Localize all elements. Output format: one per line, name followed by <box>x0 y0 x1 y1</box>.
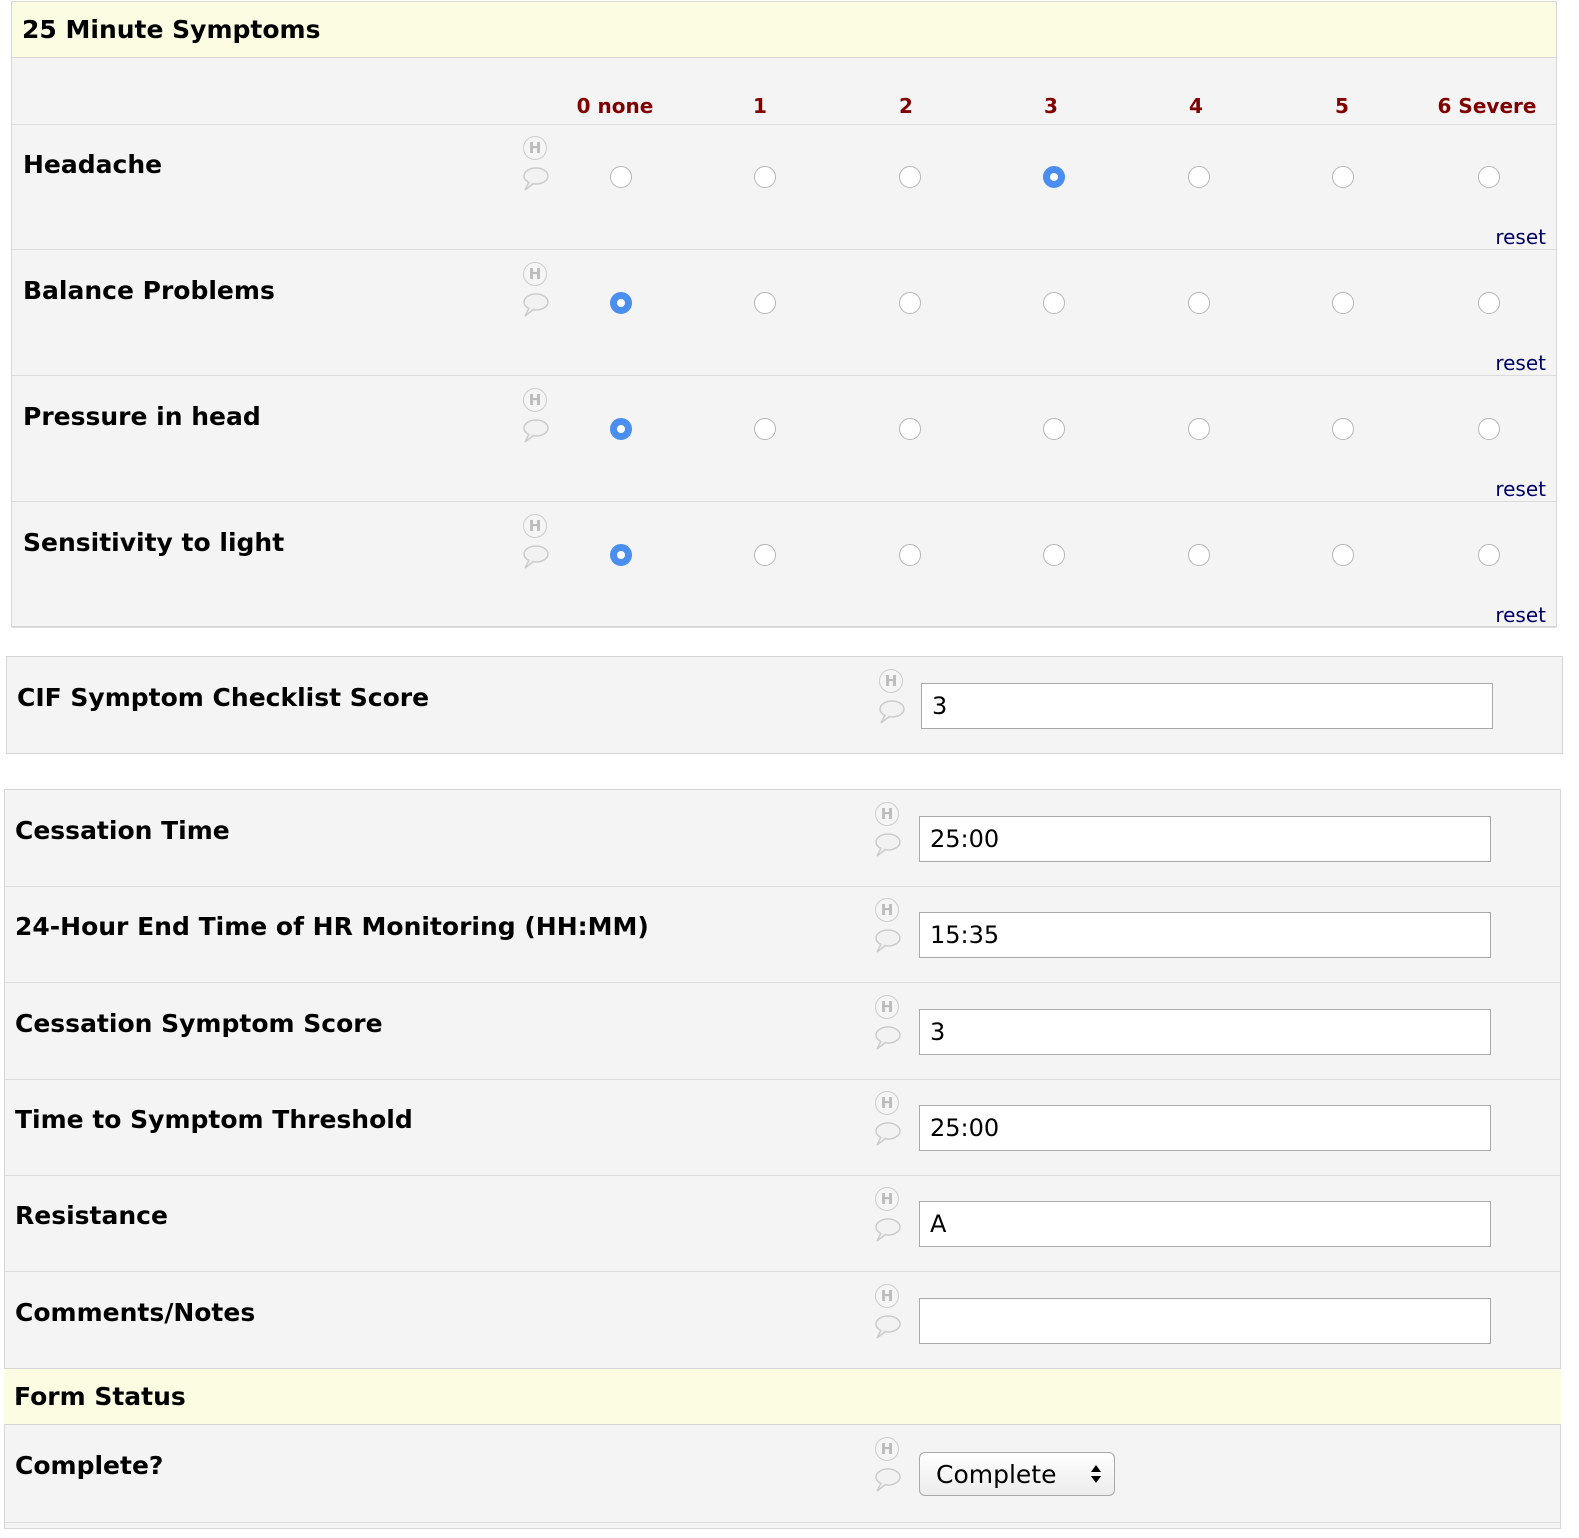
radio-option-1[interactable] <box>754 544 776 566</box>
radio-option-2[interactable] <box>899 292 921 314</box>
history-icon[interactable]: H <box>875 1091 899 1115</box>
field-icons <box>521 388 551 448</box>
complete-row <box>5 1425 1560 1523</box>
field-icons <box>873 898 903 958</box>
field-icons <box>521 262 551 322</box>
scale-label-4: 4 <box>1189 94 1203 118</box>
scale-label-0: 0 none <box>576 94 654 118</box>
comment-bubble-icon[interactable] <box>521 418 551 444</box>
scale-label-5: 5 <box>1335 94 1349 118</box>
field-icons <box>873 995 903 1055</box>
symptom-label: Balance Problems <box>23 276 275 305</box>
form-status-title: Form Status <box>14 1382 186 1411</box>
field-row <box>5 1175 1560 1272</box>
radio-option-6[interactable] <box>1478 418 1500 440</box>
field-icons <box>873 1284 903 1344</box>
radio-option-6[interactable] <box>1478 292 1500 314</box>
symptom-row <box>12 502 1556 628</box>
radio-option-5[interactable] <box>1332 544 1354 566</box>
field-input[interactable] <box>919 1105 1491 1151</box>
reset-link[interactable]: reset <box>1495 351 1546 375</box>
comment-bubble-icon[interactable] <box>873 1121 903 1147</box>
radio-option-4[interactable] <box>1188 292 1210 314</box>
radio-option-5[interactable] <box>1332 166 1354 188</box>
scale-label-6: 6 Severe <box>1437 94 1537 118</box>
radio-option-0[interactable] <box>610 166 632 188</box>
history-icon[interactable]: H <box>879 669 903 693</box>
select-arrows-icon <box>1090 1462 1102 1486</box>
field-label: Resistance <box>15 1201 168 1231</box>
reset-link[interactable]: reset <box>1495 603 1546 627</box>
history-icon[interactable]: H <box>875 802 899 826</box>
symptom-label: Pressure in head <box>23 402 261 431</box>
cif-score-block <box>6 656 1563 754</box>
history-icon[interactable]: H <box>523 136 547 160</box>
history-icon[interactable]: H <box>523 262 547 286</box>
comment-bubble-icon[interactable] <box>873 1467 903 1493</box>
cif-score-input[interactable] <box>921 683 1493 729</box>
field-label: Comments/Notes <box>15 1297 256 1327</box>
field-row <box>5 790 1560 887</box>
radio-option-0[interactable] <box>610 292 632 314</box>
history-icon[interactable]: H <box>875 898 899 922</box>
radio-option-1[interactable] <box>754 166 776 188</box>
comment-bubble-icon[interactable] <box>521 166 551 192</box>
symptom-matrix <box>11 57 1557 627</box>
field-row <box>5 886 1560 983</box>
complete-select[interactable] <box>919 1452 1115 1496</box>
complete-select-value: Complete <box>936 1459 1057 1489</box>
form-status-header <box>4 1368 1561 1425</box>
history-icon[interactable]: H <box>875 1187 899 1211</box>
comment-bubble-icon[interactable] <box>873 832 903 858</box>
matrix-header <box>12 58 1556 125</box>
field-label: Cessation Time <box>15 816 230 845</box>
field-icons <box>521 136 551 196</box>
complete-label: Complete? <box>15 1451 164 1480</box>
history-icon[interactable]: H <box>523 514 547 538</box>
field-label: 24-Hour End Time of HR Monitoring (HH:MM) <box>15 912 649 942</box>
field-input[interactable] <box>919 1298 1491 1344</box>
radio-option-5[interactable] <box>1332 292 1354 314</box>
radio-option-6[interactable] <box>1478 544 1500 566</box>
comment-bubble-icon[interactable] <box>521 292 551 318</box>
field-icons <box>521 514 551 574</box>
radio-option-0[interactable] <box>610 544 632 566</box>
fields-block <box>4 789 1561 1529</box>
field-row <box>5 1272 1560 1369</box>
symptom-row <box>12 376 1556 502</box>
radio-option-6[interactable] <box>1478 166 1500 188</box>
reset-link[interactable]: reset <box>1495 477 1546 501</box>
field-label: Cessation Symptom Score <box>15 1008 383 1038</box>
field-input[interactable] <box>919 816 1491 862</box>
field-input[interactable] <box>919 1009 1491 1055</box>
field-icons <box>877 669 907 729</box>
radio-option-4[interactable] <box>1188 544 1210 566</box>
radio-option-4[interactable] <box>1188 166 1210 188</box>
field-input[interactable] <box>919 1201 1491 1247</box>
radio-option-4[interactable] <box>1188 418 1210 440</box>
symptom-label: Headache <box>23 150 163 179</box>
scale-label-2: 2 <box>899 94 913 118</box>
radio-option-3[interactable] <box>1043 292 1065 314</box>
radio-option-3[interactable] <box>1043 166 1065 188</box>
field-icons <box>873 1187 903 1247</box>
comment-bubble-icon[interactable] <box>873 928 903 954</box>
radio-option-1[interactable] <box>754 418 776 440</box>
radio-option-3[interactable] <box>1043 418 1065 440</box>
radio-option-2[interactable] <box>899 418 921 440</box>
symptoms-section-header <box>11 1 1557 58</box>
field-row <box>5 983 1560 1080</box>
radio-option-3[interactable] <box>1043 544 1065 566</box>
radio-option-1[interactable] <box>754 292 776 314</box>
history-icon[interactable]: H <box>875 1284 899 1308</box>
section-title: 25 Minute Symptoms <box>22 15 321 44</box>
field-icons <box>873 802 903 862</box>
comment-bubble-icon[interactable] <box>873 1025 903 1051</box>
comment-bubble-icon[interactable] <box>521 544 551 570</box>
symptom-label: Sensitivity to light <box>23 528 285 557</box>
symptom-row <box>12 250 1556 376</box>
history-icon[interactable]: H <box>875 1437 899 1461</box>
reset-link[interactable]: reset <box>1495 225 1546 249</box>
radio-option-2[interactable] <box>899 544 921 566</box>
scale-label-3: 3 <box>1044 94 1058 118</box>
radio-option-0[interactable] <box>610 418 632 440</box>
field-row <box>5 1079 1560 1176</box>
field-label: Time to Symptom Threshold <box>15 1104 413 1134</box>
history-icon[interactable]: H <box>875 995 899 1019</box>
radio-option-5[interactable] <box>1332 418 1354 440</box>
comment-bubble-icon[interactable] <box>873 1217 903 1243</box>
history-icon[interactable]: H <box>523 388 547 412</box>
field-icons <box>873 1091 903 1151</box>
comment-bubble-icon[interactable] <box>877 699 907 725</box>
symptom-row <box>12 124 1556 250</box>
cif-score-label: CIF Symptom Checklist Score <box>17 683 430 712</box>
radio-option-2[interactable] <box>899 166 921 188</box>
comment-bubble-icon[interactable] <box>873 1314 903 1340</box>
scale-label-1: 1 <box>753 94 767 118</box>
field-input[interactable] <box>919 912 1491 958</box>
field-icons <box>873 1437 903 1497</box>
